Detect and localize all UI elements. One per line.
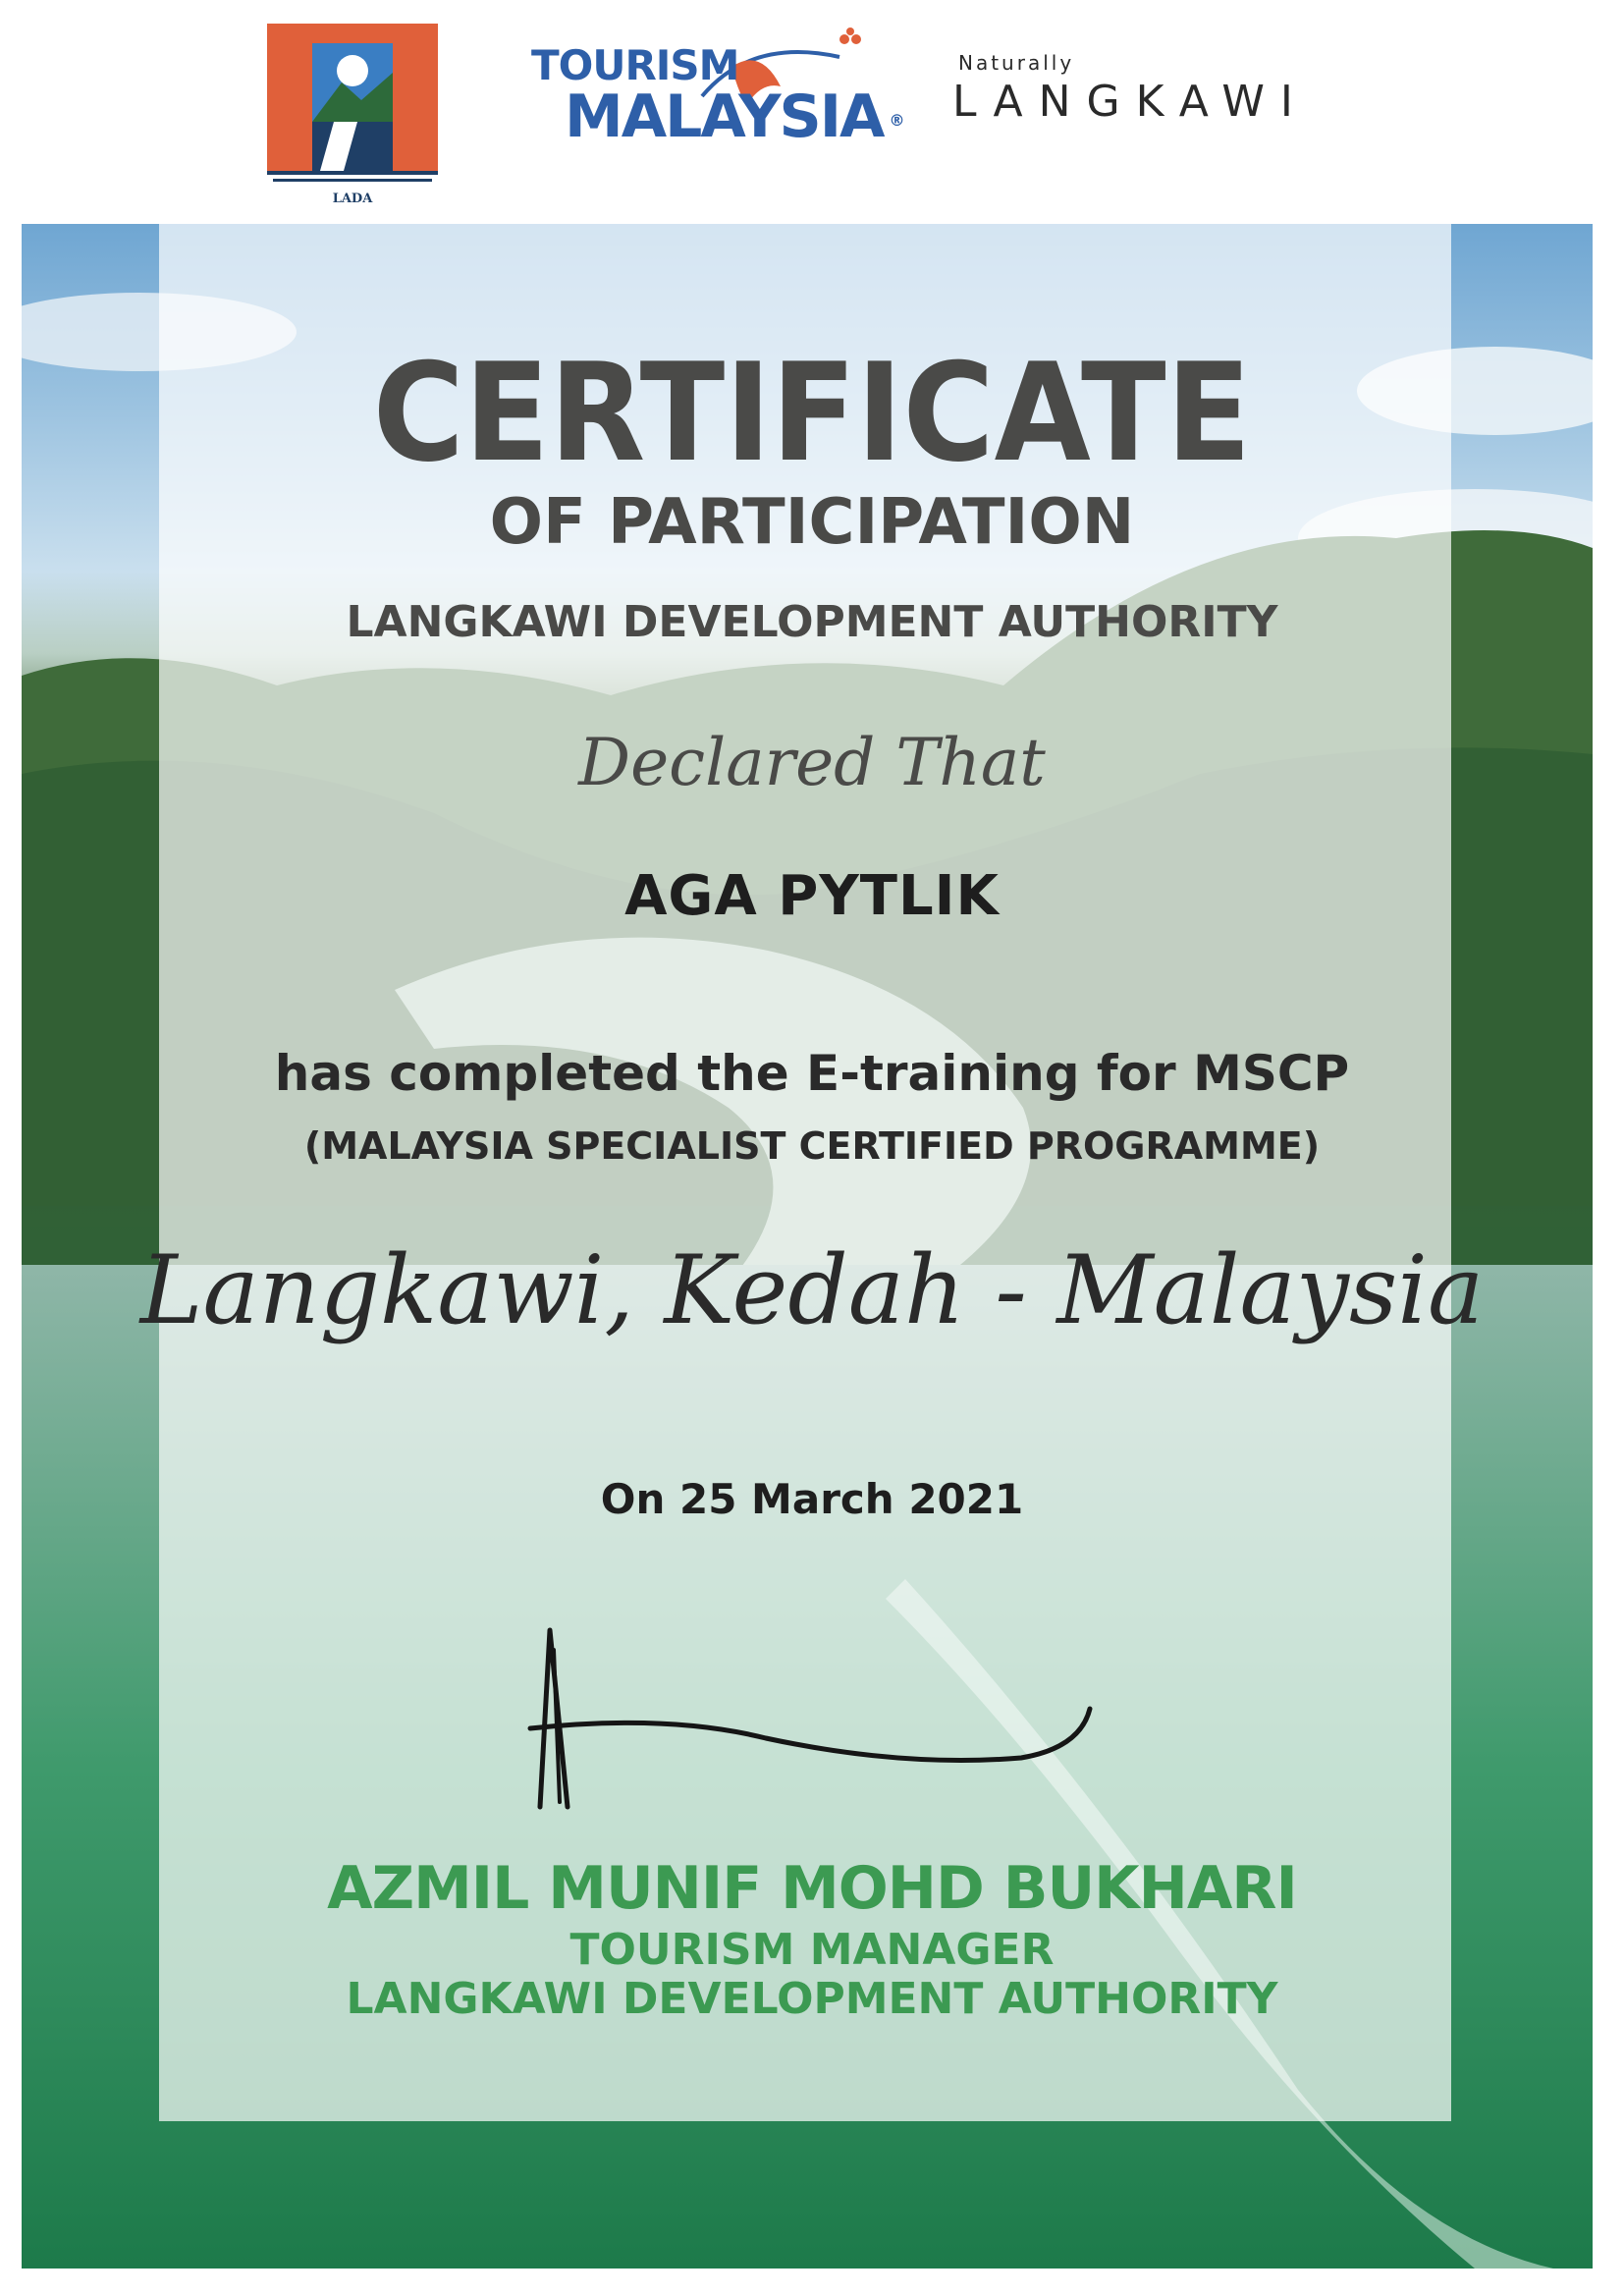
- signatory-organization: LANGKAWI DEVELOPMENT AUTHORITY: [346, 1974, 1278, 2024]
- certificate-title: CERTIFICATE: [372, 334, 1252, 492]
- tourism-malaysia-logo: [525, 27, 903, 175]
- malaysia-text: MALAYSIA ®: [565, 82, 903, 151]
- tourism-text: TOURISM: [531, 41, 739, 89]
- issuing-organization: LANGKAWI DEVELOPMENT AUTHORITY: [346, 597, 1278, 647]
- logo-header: [0, 0, 1624, 221]
- naturally-text: Naturally: [958, 51, 1075, 75]
- declared-that-heading: Declared That: [578, 725, 1046, 800]
- langkawi-text: LANGKAWI: [952, 77, 1309, 127]
- signatory-name: AZMIL MUNIF MOHD BUKHARI: [327, 1854, 1297, 1923]
- naturally-langkawi-logo: [952, 51, 1326, 139]
- registered-mark: ®: [889, 110, 903, 130]
- certificate-subtitle: OF PARTICIPATION: [489, 486, 1135, 559]
- recipient-name: AGA PYTLIK: [624, 864, 1000, 928]
- signature-icon: [511, 1611, 1100, 1827]
- programme-name: (MALAYSIA SPECIALIST CERTIFIED PROGRAMME): [303, 1124, 1321, 1168]
- lada-logo: [263, 14, 442, 206]
- lada-text: LADA: [332, 191, 373, 206]
- location-script: Langkawi, Kedah - Malaysia: [139, 1235, 1485, 1345]
- certificate-date: On 25 March 2021: [600, 1475, 1024, 1523]
- signatory-title: TOURISM MANAGER: [569, 1925, 1055, 1975]
- completion-statement: has completed the E-training for MSCP: [274, 1045, 1350, 1102]
